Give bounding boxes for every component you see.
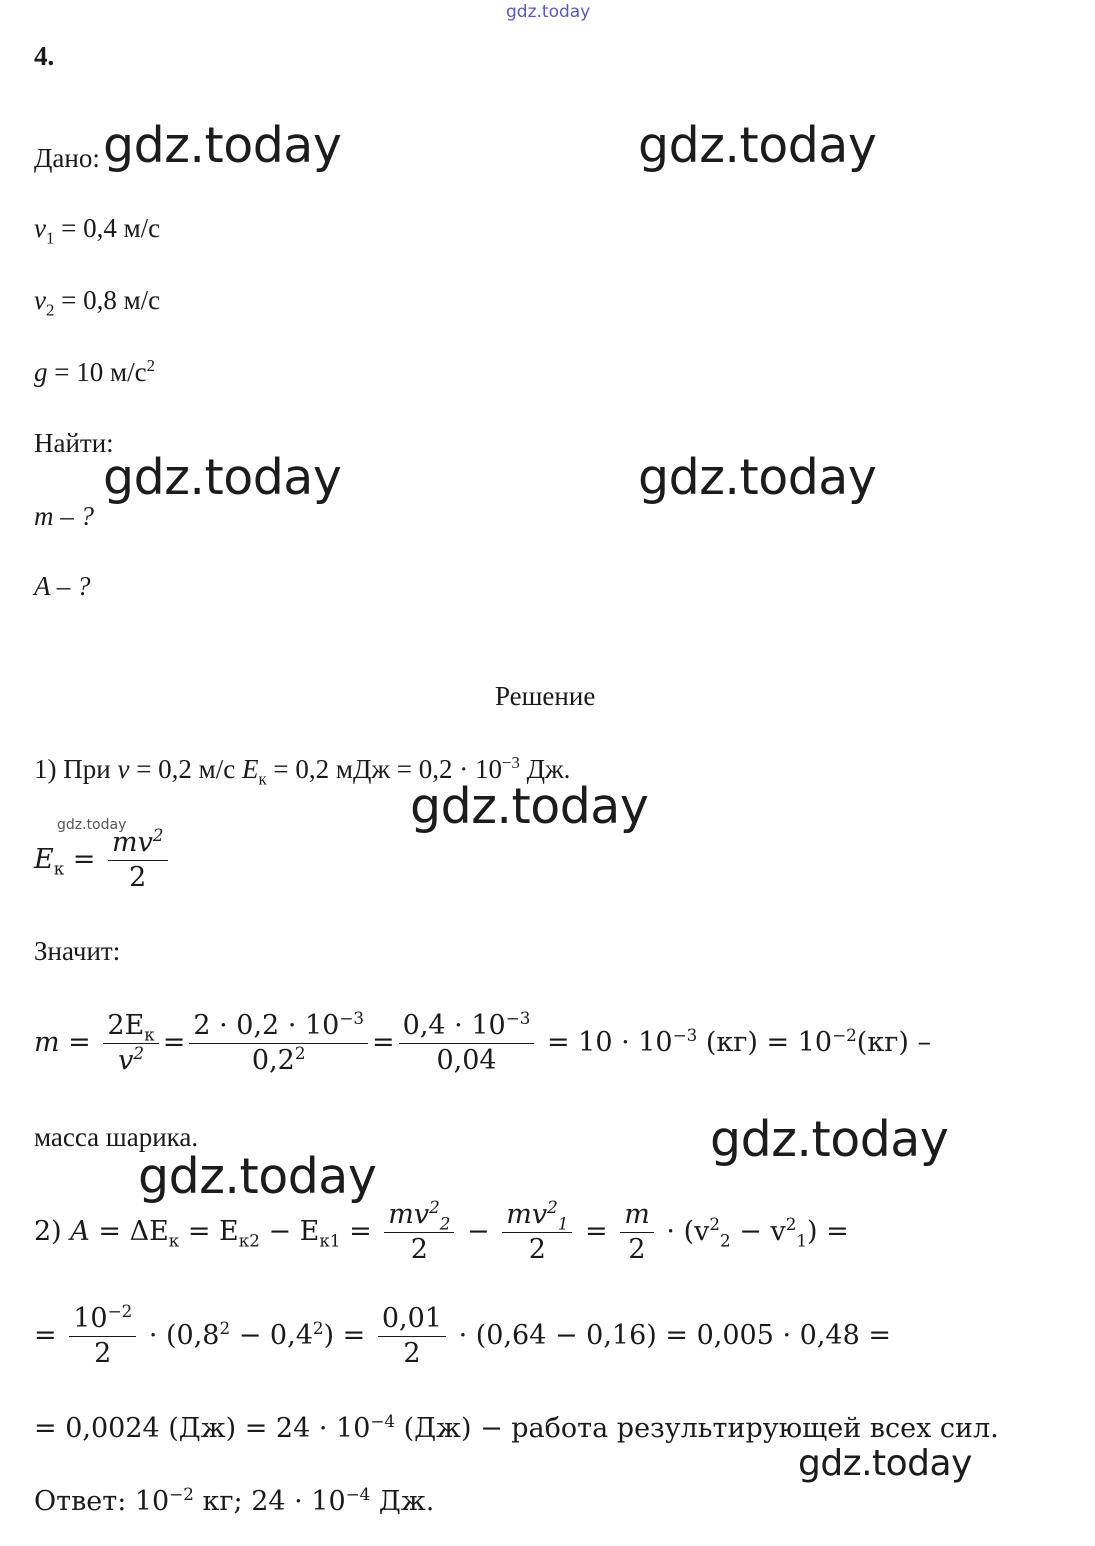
mass-tail-c: (кг) – (856, 1027, 931, 1058)
mass-f3-num: 0,4 · 10 (402, 1010, 506, 1041)
line2-mid3: ) = (323, 1320, 374, 1351)
find-heading: Найти: (34, 428, 114, 458)
v1-value: = 0,4 м/с (54, 213, 161, 243)
step2-fb-den: 2 (528, 1234, 546, 1265)
answer-b: кг; 24 · 10 (193, 1486, 346, 1517)
formula-fraction (108, 826, 168, 895)
find-m: m – ? (34, 501, 94, 531)
step1-mid: = 0,2 м/с (129, 754, 242, 784)
watermark-3: gdz.today (103, 449, 342, 506)
step1-prefix: 1) При (34, 754, 118, 784)
g-sup: 2 (146, 356, 155, 375)
step2-fa-num: mv (388, 1199, 430, 1230)
watermark-1: gdz.today (103, 117, 342, 174)
step2-A: A (70, 1216, 90, 1247)
given-g (34, 356, 155, 388)
mass-f1-num: 2E (107, 1010, 145, 1041)
mass-lhs: m = (34, 1027, 100, 1058)
g-value: = 10 м/с (47, 357, 147, 387)
watermark-7: gdz.today (138, 1148, 377, 1205)
mass-frac-3 (399, 1009, 535, 1078)
step2-fa-sup: 2 (429, 1197, 440, 1217)
step2-fb-num: mv (506, 1199, 548, 1230)
line2-frac-g (378, 1302, 446, 1371)
mass-tail-b-sup: −2 (832, 1025, 857, 1045)
v2-symbol: v (34, 285, 46, 315)
given-v2 (34, 284, 161, 320)
step2-fb-sub: 1 (557, 1213, 569, 1234)
mass-f2-num-sup: −3 (339, 1008, 365, 1028)
watermark-4: gdz.today (638, 449, 877, 506)
step2-frac-b (502, 1198, 572, 1267)
step2-fc-num: m (620, 1198, 654, 1233)
formula-E: E (34, 844, 54, 875)
line2-f-num: 10 (73, 1303, 108, 1334)
line2-g-num: 0,01 (378, 1302, 446, 1337)
formula-num: mv (111, 827, 153, 858)
mass-f1-den-sup: 2 (133, 1043, 145, 1063)
step2-frac-a (384, 1198, 454, 1267)
step2-line2 (34, 1302, 891, 1371)
mass-f2-den: 0,2 (251, 1045, 295, 1076)
mass-f2-num: 2 · 0,2 · 10 (193, 1010, 340, 1041)
formula-E-sub: к (53, 858, 65, 879)
g-symbol: g (34, 357, 48, 387)
step2-p-sup2: 2 (785, 1214, 797, 1234)
step1-rest: = 0,2 мДж = 0,2 · 10 (266, 754, 502, 784)
step2-fc-den: 2 (628, 1234, 646, 1265)
answer-a-sup: −2 (169, 1484, 194, 1504)
step2-minus: − (458, 1216, 499, 1247)
formula-den: 2 (129, 862, 147, 893)
formula-eq: = (64, 844, 104, 875)
step2-fb-sup: 2 (547, 1197, 558, 1217)
step2-eq3: − E (259, 1216, 320, 1247)
line2-f-den: 2 (94, 1338, 112, 1369)
therefore-label: Значит: (34, 936, 121, 966)
step2-eq1: = ΔE (89, 1216, 169, 1247)
line2-frac-f (69, 1302, 136, 1371)
step1-v: v (117, 754, 130, 784)
task-number: 4. (34, 41, 55, 71)
mass-f1-den: v (118, 1045, 134, 1076)
step2-eq5: = (576, 1216, 617, 1247)
v2-value: = 0,8 м/с (54, 285, 161, 315)
step2-p-mid: − v (730, 1216, 786, 1247)
answer-a: Ответ: 10 (34, 1486, 170, 1517)
kinetic-energy-formula (34, 826, 172, 895)
line3-b: (Дж) − работа результирующей всех сил. (395, 1413, 999, 1444)
step2-fa-sub: 2 (439, 1213, 451, 1234)
answer-c: Дж. (370, 1486, 435, 1517)
step2-p-end: ) = (807, 1216, 849, 1247)
line2-g-den: 2 (403, 1338, 421, 1369)
mass-f3-num-sup: −3 (505, 1008, 531, 1028)
answer-b-sup: −4 (345, 1484, 371, 1504)
mass-tail-a-sup: −3 (672, 1025, 698, 1045)
step2-p-sub2: 1 (796, 1230, 808, 1251)
step2-eq1-sub: к (168, 1230, 180, 1251)
watermark-5: gdz.today (410, 778, 649, 835)
step2-line1 (34, 1198, 849, 1267)
mass-frac-2 (189, 1009, 368, 1078)
step2-p-sub1: 2 (720, 1230, 731, 1251)
line3-a: = 0,0024 (Дж) = 24 · 10 (34, 1413, 371, 1444)
watermark-8: gdz.today (798, 1443, 972, 1484)
watermark-small: gdz.today (57, 817, 127, 833)
solution-heading: Решение (495, 681, 596, 711)
step1-E: E (242, 754, 259, 784)
line2-mid2: − 0,4 (230, 1320, 313, 1351)
step2-prefix: 2) (34, 1216, 71, 1247)
line2-mid-sup2: 2 (312, 1318, 324, 1338)
step1-tail: Дж. (519, 754, 571, 784)
mass-frac-1 (103, 1009, 158, 1078)
mass-tail-b: (кг) = 10 (697, 1027, 833, 1058)
line3-a-sup: −4 (370, 1411, 396, 1431)
step2-eq3-sub: к1 (319, 1230, 341, 1251)
v1-sub: 1 (45, 228, 55, 248)
mass-f3-den: 0,04 (436, 1045, 497, 1076)
watermark-6: gdz.today (710, 1111, 949, 1168)
line2-mid: · (0,8 (140, 1320, 220, 1351)
v1-symbol: v (34, 213, 46, 243)
step2-p-sup1: 2 (709, 1214, 721, 1234)
step2-fa-den: 2 (410, 1234, 428, 1265)
step1-E-sub: к (258, 769, 267, 789)
mass-tail-a: = 10 · 10 (538, 1027, 673, 1058)
mass-f1-num-sub: к (144, 1024, 155, 1045)
v2-sub: 2 (45, 300, 55, 320)
step1-exp: −3 (502, 753, 520, 772)
step2-line3 (34, 1413, 999, 1445)
mass-calculation: m = $\frac{2E_к}{v^2}$ = $\frac{2 \cdot 0,2 \cdot 10^{-3}}{0,2^2}$ = $\frac{0,4 \cdot 10^{-3}}{0,04}$ = $10 \cdot 10^{-3}$ $(кг) = 10^{-2}(кг)$ – (34, 1008, 931, 1076)
line2-f-num-sup: −2 (107, 1301, 133, 1321)
mass-f2-den-sup: 2 (294, 1043, 306, 1063)
step2-eq2-sub: к2 (238, 1230, 260, 1251)
watermark-top: gdz.today (506, 2, 591, 22)
step2-paren: · (v (657, 1216, 710, 1247)
line2-eq: = (34, 1320, 66, 1351)
mass-label: масса шарика. (34, 1122, 199, 1152)
step2-frac-c (620, 1198, 654, 1267)
step2-eq4: = (340, 1216, 381, 1247)
step2-eq2: = E (179, 1216, 239, 1247)
given-heading: Дано: (34, 143, 100, 173)
answer-line (34, 1486, 434, 1518)
formula-num-sup: 2 (152, 825, 164, 845)
given-v1 (34, 212, 161, 248)
watermark-2: gdz.today (638, 117, 877, 174)
line2-mid-sup1: 2 (219, 1318, 231, 1338)
line2-tail: · (0,64 − 0,16) = 0,005 · 0,48 = (449, 1320, 891, 1351)
find-A: A – ? (34, 571, 91, 601)
